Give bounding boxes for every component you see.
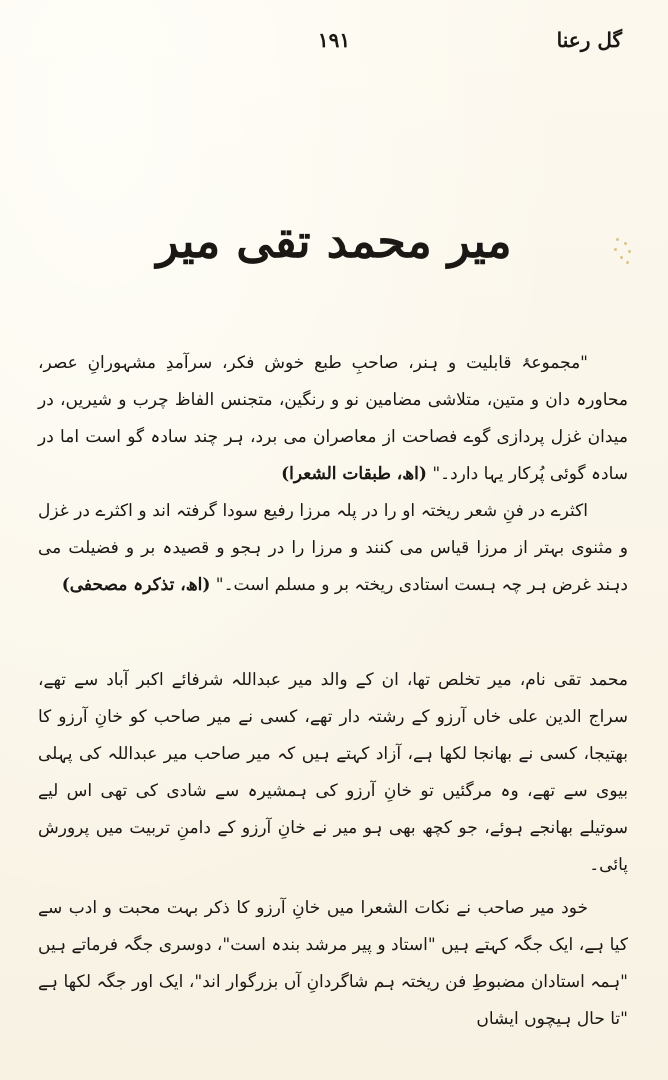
quote-text: "مجموعۂ قابلیت و ہنر، صاحبِ طبع خوش فکر، سرآمدِ مشہورانِ عصر، محاورہ دان و متین، متلاشی مضامین نو و رنگین، متجنس الفاظ چرب و شیریں، در میدان غزل پردازی گوے فصاحت از معاصران می برد، ہر چند سادہ گو است اما در سادہ گوئی پُرکار یہا دارد۔" [38, 353, 628, 484]
quotes-block [38, 345, 628, 604]
body-text [38, 662, 628, 1038]
quote-paragraph [38, 345, 628, 493]
body-paragraph: خود میر صاحب نے نکات الشعرا میں خانِ آرزو کا ذکر بہت محبت و ادب سے کیا ہے، ایک جگہ کہتے ہیں "استاد و پیر مرشد بندہ است"، دوسری جگہ فرماتے ہیں "ہمہ استادان مضبوطِ فن ریختہ ہم شاگردانِ آں بزرگوار اند"، ایک اور جگہ لکھا ہے "تا حال ہیچوں ایشاں [38, 898, 628, 1029]
quote-paragraph [38, 493, 628, 604]
quote-citation: (اھ، طبقات الشعرا) [281, 464, 427, 484]
quote-text: اکثرے در فنِ شعر ریختہ او را در پلہ مرزا رفیع سودا گرفتہ اند و اکثرے در غزل و مثنوی بہتر از مرزا قیاس می کنند و مرزا را در ہجو و قصیدہ بر و فضیلت می دہند غرض ہر چہ ہست استادی ریختہ بر و مسلم است۔" [38, 501, 628, 595]
chapter-title: میر محمد تقی میر [156, 214, 512, 268]
ornament-dots [612, 236, 636, 266]
page-number: ۱۹۱ [317, 28, 351, 52]
running-head: گل رعنا [556, 28, 622, 52]
body-paragraph: محمد تقی نام، میر تخلص تھا، ان کے والد میر عبداللہ شرفائے اکبر آباد سے تھے، سراج الدین علی خاں آرزو کے رشتہ دار تھے، کسی نے میر صاحب کو خانِ آرزو کا بھتیجا، کسی نے بھانجا لکھا ہے، آزاد کہتے ہیں کہ میر صاحب میر عبداللہ کی پہلی بیوی سے تھے، وہ مرگئیں تو خانِ آرزو کی ہمشیرہ سے شادی کی تھی اس لیے سوتیلے بھانجے ہوئے، جو کچھ بھی ہو میر نے خانِ آرزو کے دامنِ تربیت میں پرورش پائی۔ [38, 670, 628, 875]
quote-citation: (اھ، تذکرہ مصحفی) [61, 575, 211, 595]
